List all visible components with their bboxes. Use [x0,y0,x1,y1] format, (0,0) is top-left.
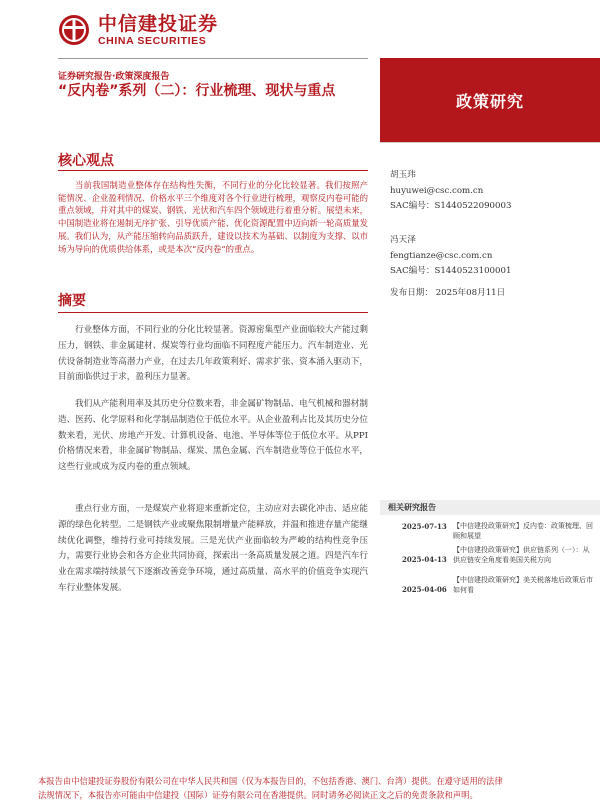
header-divider [58,58,368,59]
analyst-name: 冯天泽 [390,235,416,245]
report-series: 证券研究报告·政策深度报告 [58,72,170,82]
disclaimer-line-1: 本报告由中信建投证券股份有限公司在中华人民共和国（仅为本报告目的，不包括香港、澳门、台湾）提供。在遵守适用的法律 [38,776,503,786]
core-view-heading: 核心观点 [58,153,114,169]
related-report-date: 2025-07-13 [402,522,447,531]
category-label: 政策研究 [455,91,524,111]
related-reports-heading: 相关研究报告 [380,500,600,515]
category-banner [380,58,600,142]
abstract-paragraph-1: 行业整体方面，不同行业的分化比较显著。资源密集型产业面临较大产能过剩压力，钢铁、非金属建材、煤炭等行业均面临不同程度产能压力。汽车制造业、光伏设备制造业等高潜力产业，在过去几年政策利好、需求扩张、资本涌入驱动下，目前面临供过于求，盈利压力显著。 [58,325,368,383]
abstract-heading: 摘要 [58,293,86,309]
logo-text-cn: 中信建投证券 [98,12,219,35]
analyst-sac: SAC编号：S1440522090003 [390,201,512,211]
analyst-email[interactable]: fengtianze@csc.com.cn [390,250,493,261]
company-logo-icon [58,14,90,46]
related-report-title[interactable]: 【中信建投政策研究】反内卷：政策梳理、回顾和展望 [453,522,593,540]
core-view-text: 当前我国制造业整体存在结构性失衡，不同行业的分化比较显著。我们按照产能情况、企业盈利情况、价格水平三个维度对各个行业进行梳理，观察反内卷可能的重点领域，并对其中的煤炭、钢铁、光伏和汽车四个领域进行着重分析。展望未来，中国制造业将在遏制无序扩张、引导优质产能、优化资源配置中迈向新一轮高质量发展。我们认为，从产能压缩转向品质跃升，建设以技术为基础、以制度为支撑、以市场为导向的优质供给体系，或是本次“反内卷”的重点。 [58,180,368,254]
analyst-name: 胡玉玮 [390,170,416,180]
analyst-email[interactable]: huyuwei@csc.com.cn [390,185,484,196]
company-logo [58,8,238,52]
related-report-date: 2025-04-13 [402,555,447,564]
disclaimer [38,774,598,800]
analyst-block-2 [390,233,511,280]
disclaimer-line-2: 法规情况下，本报告亦可能由中信建投（国际）证券有限公司在香港提供。同时请务必阅读正文之后的免责条款和声明。 [38,790,478,800]
related-reports [380,500,600,594]
abstract-paragraph-2: 我们从产能利用率及其历史分位数来看，非金属矿物制品、电气机械和器材制造、医药、化学原料和化学制品制造位于低位水平。从企业盈利占比及其历史分位数来看，光伏、房地产开发、计算机设备、电池、半导体等位于低位水平。从PPI价格情况来看，非金属矿物制品、煤炭、黑色金属、汽车制造业等位于低位水平，这些行业或成为反内卷的重点领域。 [58,399,368,473]
related-report-date: 2025-04-06 [402,585,447,594]
right-column-top-rule [380,142,600,143]
logo-text-en: CHINA SECURITIES [98,34,207,47]
abstract-divider [58,312,368,313]
analyst-block-1 [390,168,511,215]
related-report-title[interactable]: 【中信建投政策研究】美关税落地后政策后市如何看 [453,576,593,594]
core-view-divider [58,170,368,171]
related-report-title[interactable]: 【中信建投政策研究】供应链系列（一）：从供应链安全角度看美国关税方向 [453,546,590,564]
analyst-sac: SAC编号：S1440523100001 [390,266,512,276]
abstract-paragraph-3: 重点行业方面，一是煤炭产业将迎来重新定位，主动应对去碳化冲击、适应能源的绿色化转型。二是钢铁产业或聚焦限制增量产能释放，并温和推进存量产能继续优化调整，维持行业可持续发展。三是光伏产业面临较为严峻的结构性竞争压力，需要行业协会和各方企业共同协商，探索出一条高质量发展之道。四是汽车行业在需求端持续景气下逐渐改善竞争环境，通过高质量、高水平的价值竞争实现汽车行业整体发展。 [58,504,368,593]
report-title: “反内卷”系列（二）：行业梳理、现状与重点 [58,83,336,99]
publish-date: 发布日期： 2025年08月11日 [390,288,506,298]
